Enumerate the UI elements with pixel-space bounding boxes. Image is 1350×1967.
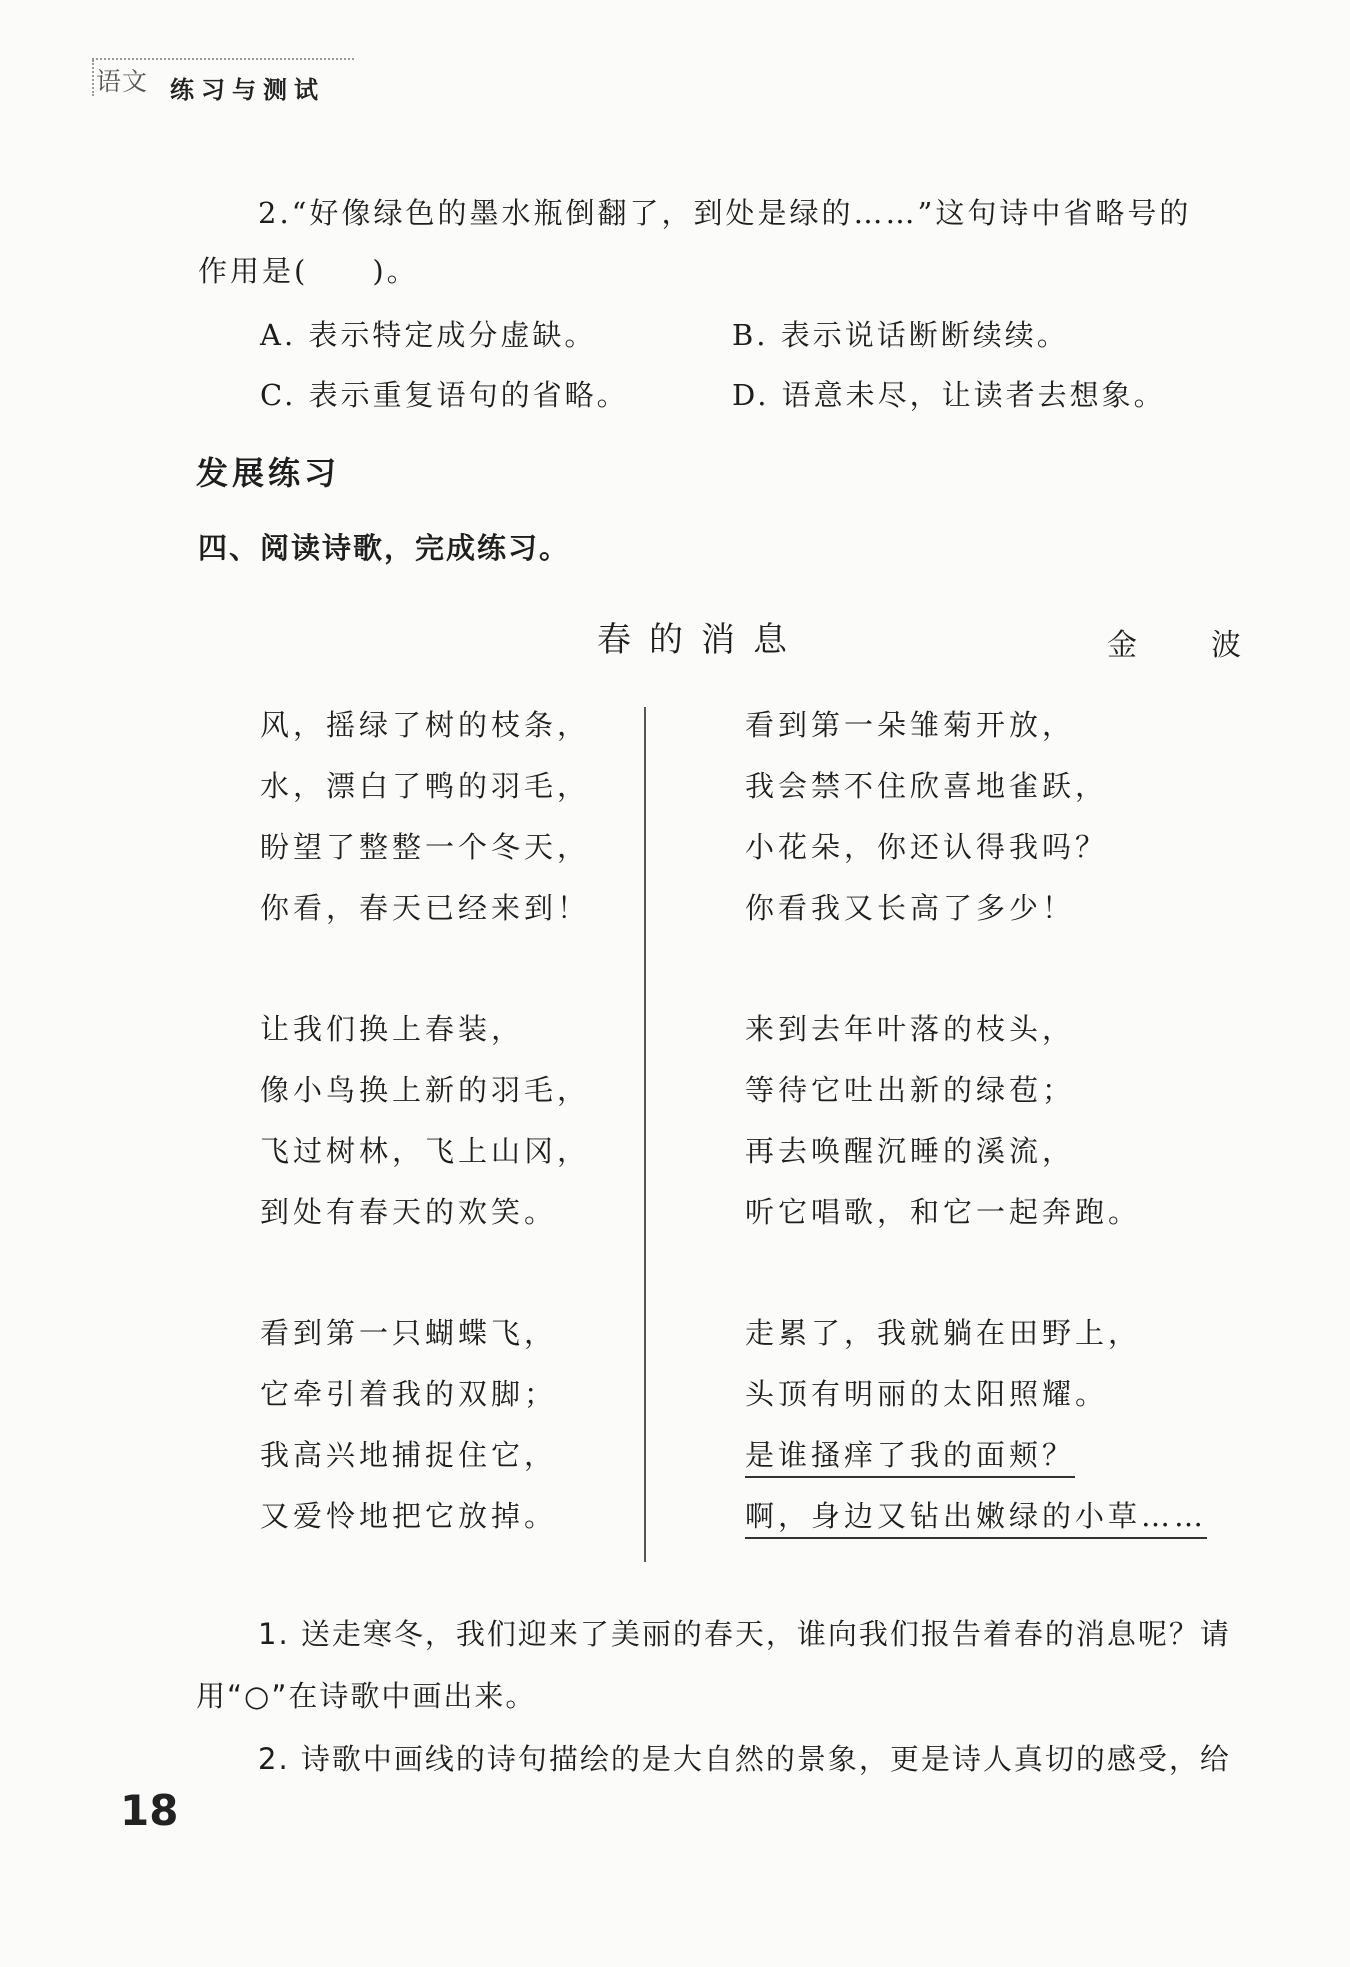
poem-line: 我会禁不住欣喜地雀跃， [745,769,1109,803]
option-c-letter: C. [260,378,297,412]
poem-line-underlined [745,1486,1207,1547]
poem-line: 让我们换上春装， [260,1012,525,1046]
poem-line: 我高兴地捕捉住它， [260,1438,558,1472]
poem-line: 你看，春天已经来到！ [260,891,591,925]
option-b-text: 表示说话断断续续。 [780,318,1069,352]
poem-line: 又爱怜地把它放掉。 [260,1499,558,1533]
option-d [732,378,1166,413]
poem-line: 头顶有明丽的太阳照耀。 [745,1377,1109,1411]
underlined-line: 是谁搔痒了我的面颊？ [745,1434,1075,1478]
poem-line: 等待它吐出新的绿苞； [745,1073,1076,1107]
poem-line: 来到去年叶落的枝头， [745,1012,1076,1046]
left-stanza-1 [260,695,590,939]
option-d-letter: D. [732,378,770,412]
poem-author: 金 波 [1107,628,1263,663]
exercise-1-line2: 用“○”在诗歌中画出来。 [196,1679,537,1713]
header-subject: 语文 [96,67,149,96]
right-stanza-2 [745,999,1141,1243]
poem-line: 水，漂白了鸭的羽毛， [260,769,591,803]
question2-line1: 2.“好像绿色的墨水瓶倒翻了，到处是绿的……”这句诗中省略号的 [258,196,1192,230]
poem-line: 到处有春天的欢笑。 [260,1195,558,1229]
page-number: 18 [120,1786,179,1835]
exercise-1-line1: 1. 送走寒冬，我们迎来了美丽的春天，谁向我们报告着春的消息呢？请 [258,1617,1231,1651]
poem-line: 它牵引着我的双脚； [260,1377,558,1411]
poem-line: 听它唱歌，和它一起奔跑。 [745,1195,1142,1229]
underlined-line: 啊，身边又钻出嫩绿的小草…… [745,1495,1207,1539]
poem-line: 盼望了整整一个冬天， [260,830,591,864]
option-a [260,318,596,353]
option-a-text: 表示特定成分虚缺。 [308,318,597,352]
option-b [732,318,1069,353]
poem-line: 风，摇绿了树的枝条， [260,708,591,742]
poem-line: 走累了，我就躺在田野上， [745,1316,1142,1350]
option-c-text: 表示重复语句的省略。 [308,378,629,412]
poem-line: 飞过树林，飞上山冈， [260,1134,591,1168]
section-title: 发展练习 [196,454,341,492]
poem-title: 春的消息 [597,620,805,660]
right-stanza-3 [745,1303,1207,1547]
question2-line2: 作用是( )。 [198,254,419,288]
right-stanza-1 [745,695,1108,939]
option-b-letter: B. [732,318,769,352]
option-d-text: 语意未尽，让读者去想象。 [781,378,1166,412]
option-a-letter: A. [260,318,297,352]
left-stanza-3 [260,1303,557,1547]
task-title: 四、阅读诗歌，完成练习。 [198,531,571,565]
left-stanza-2 [260,999,590,1243]
option-c [260,378,629,413]
poem-line: 小花朵，你还认得我吗？ [745,830,1109,864]
poem-line: 像小鸟换上新的羽毛， [260,1073,591,1107]
poem-line: 看到第一只蝴蝶飞， [260,1316,558,1350]
poem-line-underlined [745,1425,1207,1486]
poem-line: 看到第一朵雏菊开放， [745,708,1076,742]
poem-column-divider [644,707,646,1562]
header-book-title: 练习与测试 [170,76,325,104]
poem-line: 你看我又长高了多少！ [745,891,1076,925]
exercise-2-line1: 2. 诗歌中画线的诗句描绘的是大自然的景象，更是诗人真切的感受，给 [258,1742,1231,1776]
poem-line: 再去唤醒沉睡的溪流， [745,1134,1076,1168]
